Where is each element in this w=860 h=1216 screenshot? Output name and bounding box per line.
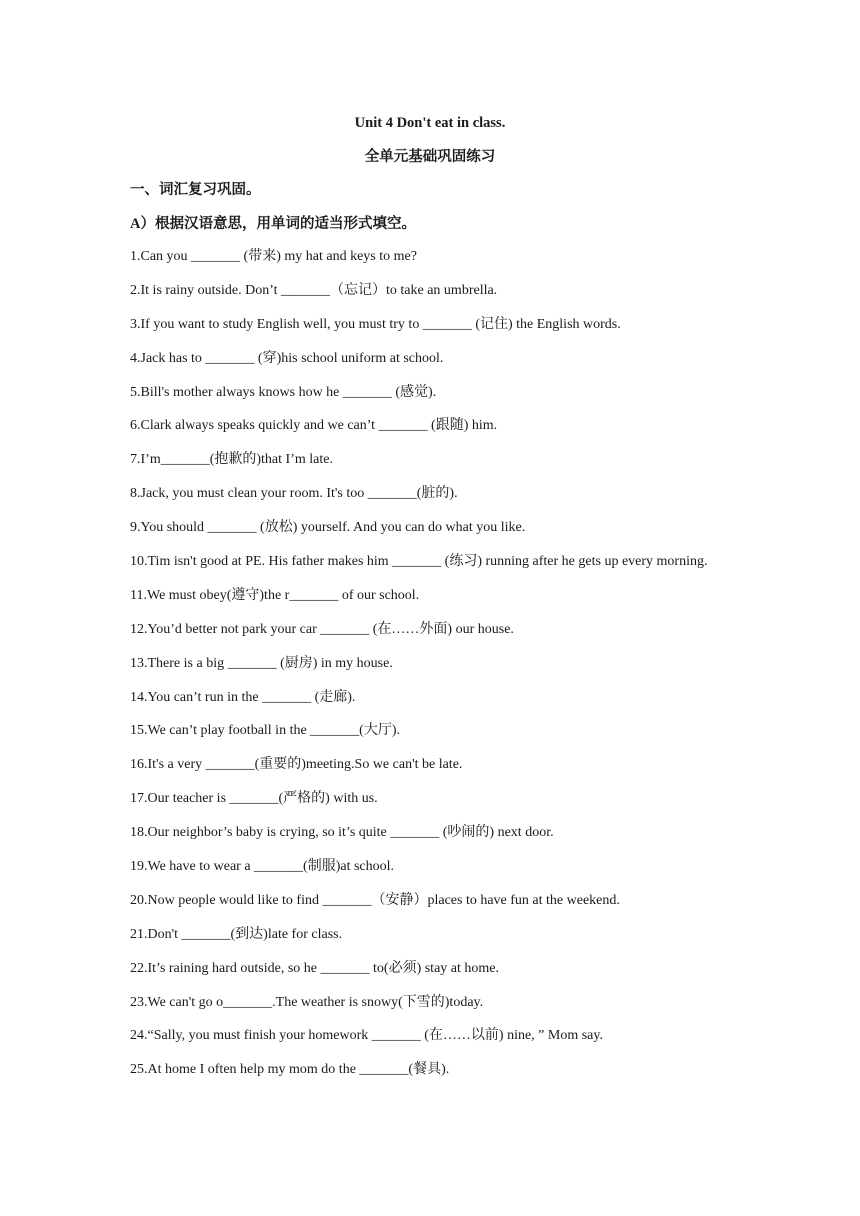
exercise-item: 11.We must obey(遵守)the r_______ of our school.: [130, 587, 420, 603]
exercise-item: 21.Don't _______(到达)late for class.: [130, 926, 343, 942]
exercise-item: 3.If you want to study English well, you must try to _______ (记住) the English words.: [130, 316, 621, 332]
exercise-item: 17.Our teacher is _______(严格的) with us.: [130, 791, 378, 807]
exercise-item: 23.We can't go o_______.The weather is snowy(下雪的)today.: [130, 994, 484, 1010]
exercise-item: 4.Jack has to _______ (穿)his school uniform at school.: [130, 350, 444, 366]
exercise-item: 6.Clark always speaks quickly and we can’t _______ (跟随) him.: [130, 418, 498, 434]
document-title: Unit 4 Don't eat in class.: [354, 115, 506, 131]
exercise-item: 12.You’d better not park your car _______ (在……外面) our house.: [130, 621, 514, 637]
exercise-item: 14.You can’t run in the _______ (走廊).: [130, 689, 356, 705]
exercise-item: 1.Can you _______ (带来) my hat and keys to me?: [130, 249, 417, 264]
exercise-list: [130, 248, 730, 1095]
section-heading: 一、词汇复习巩固。: [130, 182, 261, 198]
exercise-item: 25.At home I often help my mom do the _______(餐具).: [130, 1062, 450, 1078]
exercise-item: 22.It’s raining hard outside, so he _______ to(必须) stay at home.: [130, 960, 499, 976]
exercise-item: 19.We have to wear a _______(制服)at school.: [130, 859, 395, 875]
exercise-item: 2.It is rainy outside. Don’t _______（忘记）to take an umbrella.: [130, 282, 498, 298]
exercise-item: 15.We can’t play football in the _______(大厅).: [130, 723, 400, 739]
document-subtitle: 全单元基础巩固练习: [364, 149, 496, 165]
exercise-item: 13.There is a big _______ (厨房) in my house.: [130, 655, 393, 671]
exercise-item: 20.Now people would like to find _______（安静）places to have fun at the weekend.: [130, 892, 620, 908]
exercise-item: 10.Tim isn't good at PE. His father makes him _______ (练习) running after he gets up every morning.: [130, 554, 708, 570]
exercise-item: 16.It's a very _______(重要的)meeting.So we can't be late.: [130, 757, 463, 773]
exercise-item: 9.You should _______ (放松) yourself. And you can do what you like.: [130, 520, 526, 536]
exercise-item: 18.Our neighbor’s baby is crying, so it’s quite _______ (吵闹的) next door.: [130, 825, 554, 841]
exercise-item: 7.I’m_______(抱歉的)that I’m late.: [130, 452, 333, 468]
exercise-item: 5.Bill's mother always knows how he _______ (感觉).: [130, 384, 437, 400]
exercise-item: 24.“Sally, you must finish your homework _______ (在……以前) nine, ” Mom say.: [130, 1028, 603, 1044]
exercise-item: 8.Jack, you must clean your room. It's too _______(脏的).: [130, 486, 458, 502]
part-heading: A）根据汉语意思，用单词的适当形式填空。: [130, 216, 416, 232]
